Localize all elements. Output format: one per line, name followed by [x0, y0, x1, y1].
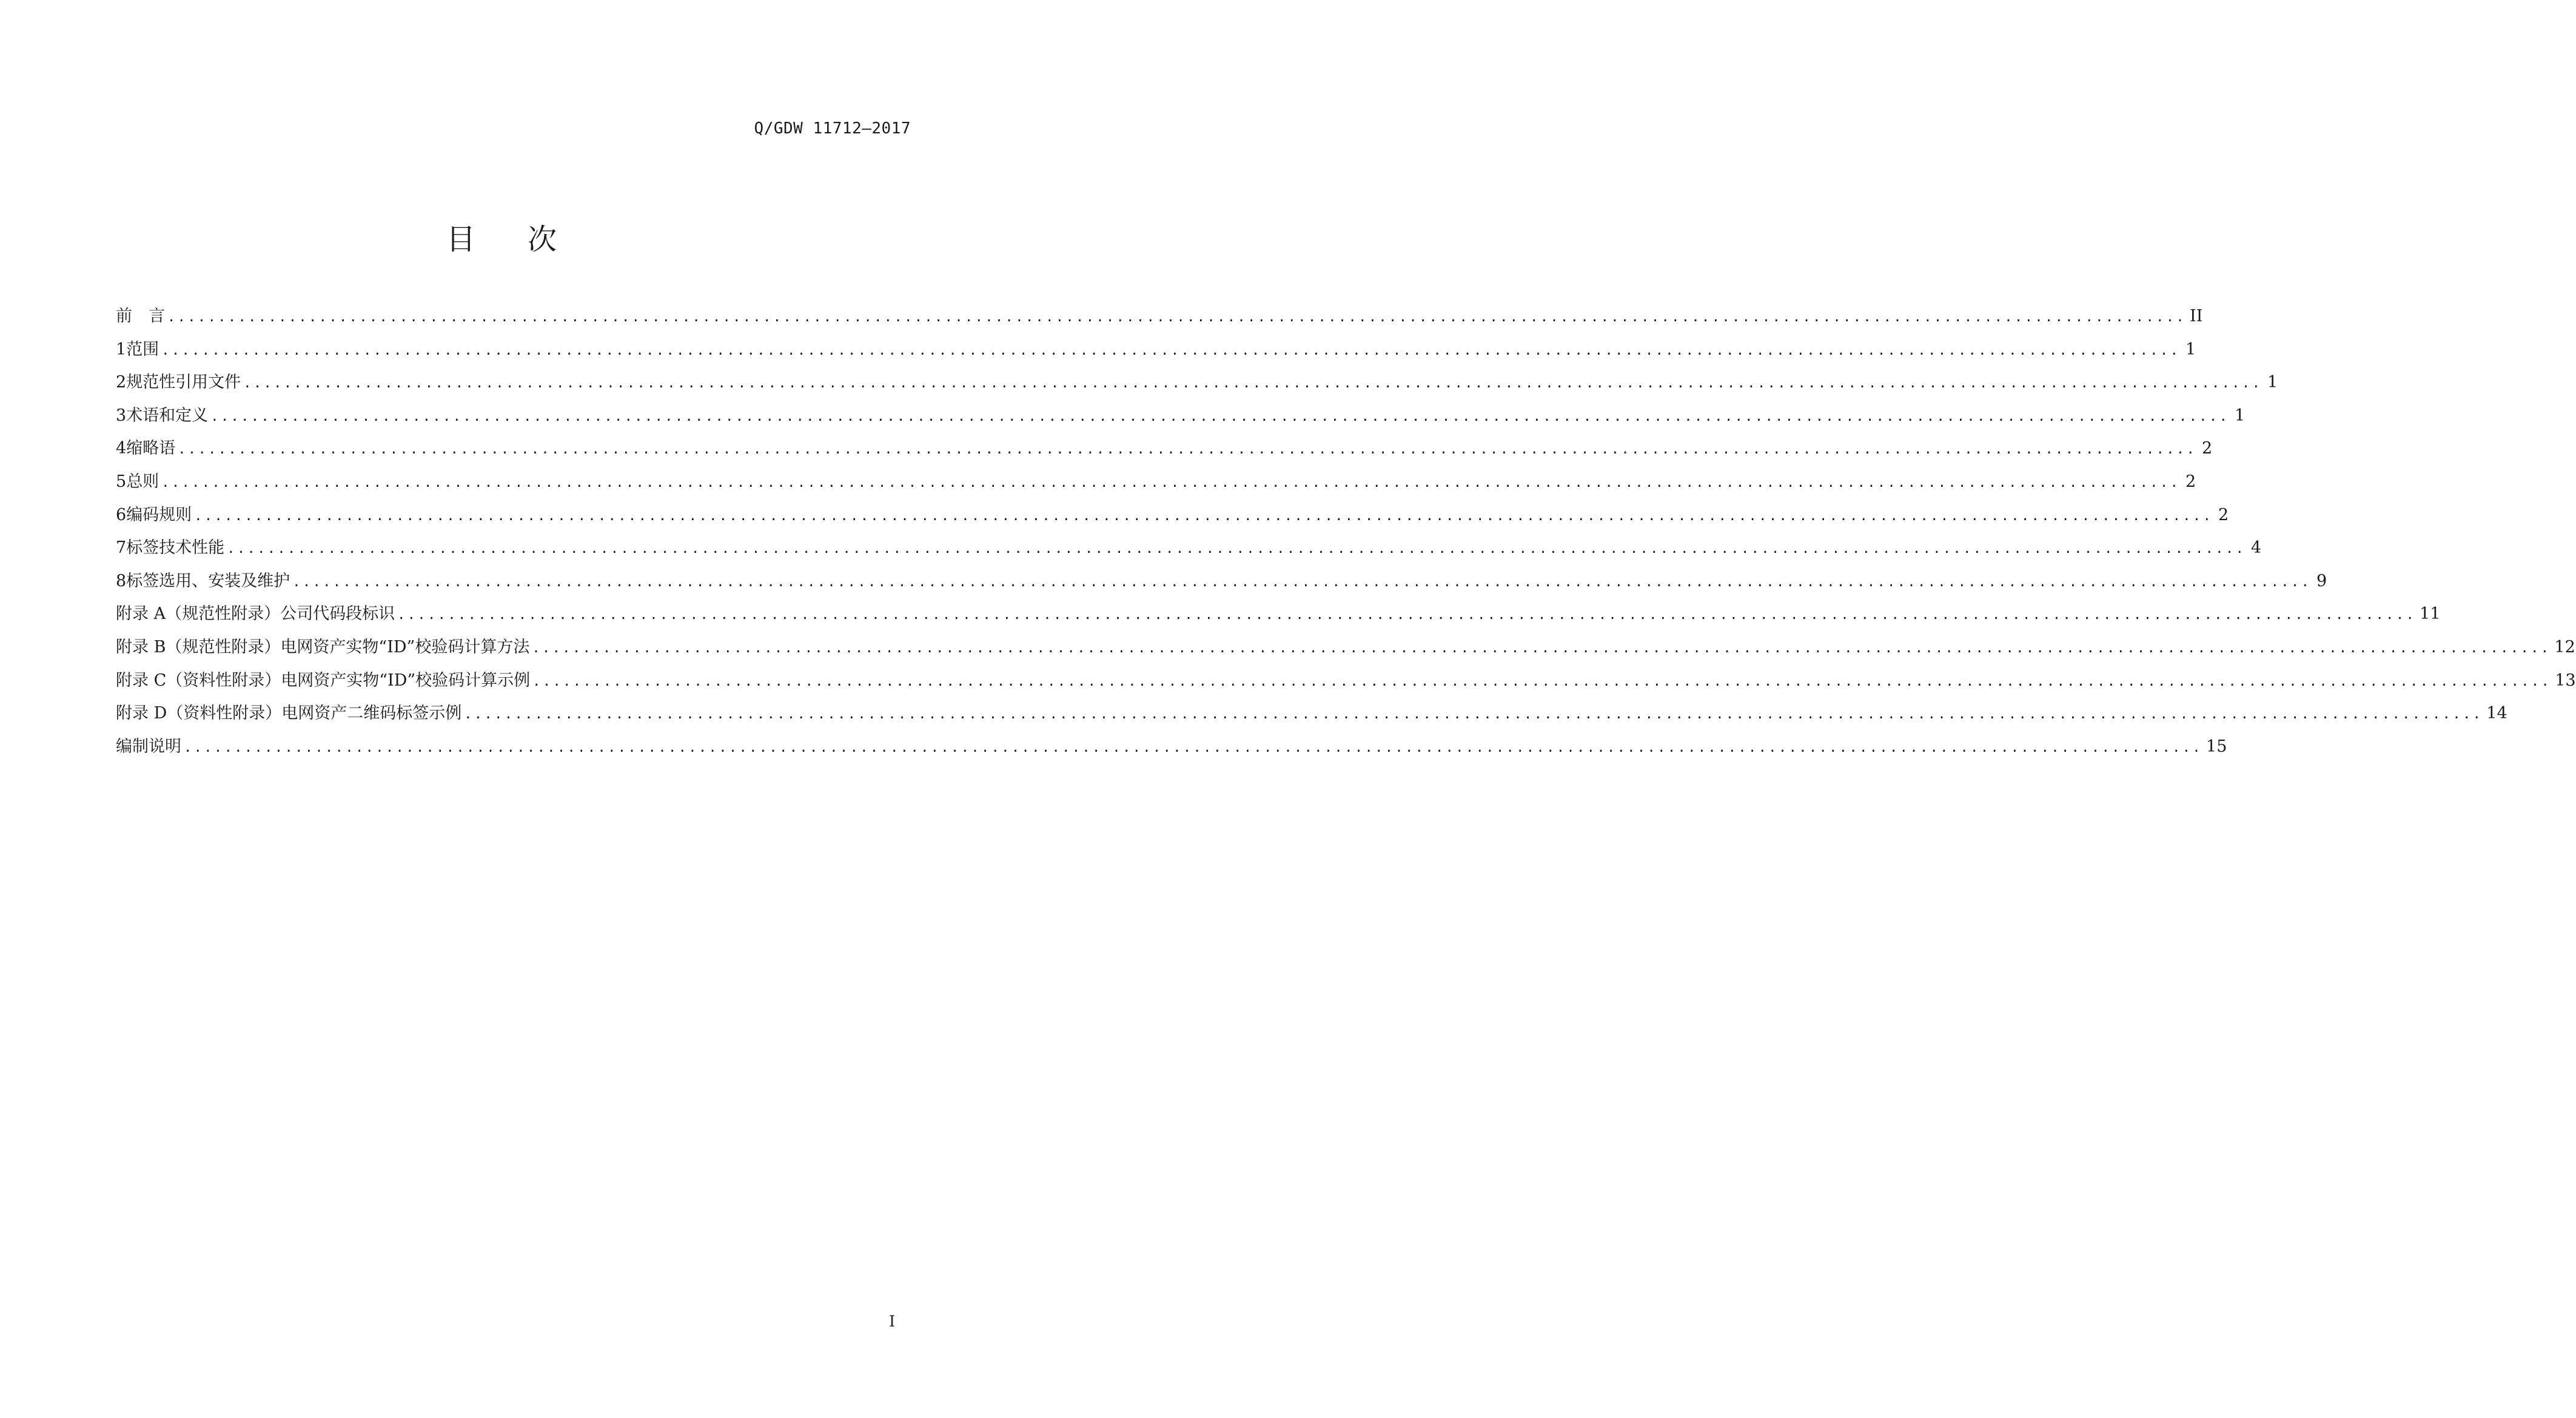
toc-entry-page: II	[2190, 307, 2203, 326]
toc-entry-page: 12	[2554, 637, 2575, 657]
toc-entry-page: 2	[2185, 472, 2196, 491]
toc-entry-sublabel: 电网资产实物“ID”校验码计算方法	[280, 637, 530, 657]
footer-page-number: I	[889, 1313, 895, 1330]
toc-entry[interactable]	[116, 300, 2203, 333]
toc-entry-label: 附录 B（规范性附录）	[116, 637, 281, 657]
toc-entry-label: 附录 C（资料性附录）	[116, 671, 281, 690]
toc-leader-dots: ........................................................................................................................................................................................................	[532, 640, 2551, 656]
toc-entry-number: 2	[116, 373, 127, 392]
toc-entry-label: 附录 D（资料性附录）	[116, 704, 282, 723]
toc-entry-page: 2	[2202, 439, 2213, 458]
toc-entry-number: 1	[116, 339, 127, 359]
toc-entry-page: 1	[2267, 373, 2278, 392]
toc-entry-label: 总则	[126, 472, 159, 491]
title-char-2: 次	[528, 222, 557, 256]
toc-entry-sublabel: 公司代码段标识	[280, 604, 395, 624]
toc-entry[interactable]	[116, 366, 2278, 400]
toc-entry[interactable]	[116, 432, 2213, 466]
toc-leader-dots: ........................................................................................................................................................................................................	[167, 310, 2187, 325]
toc-entry-label: 规范性引用文件	[126, 373, 241, 392]
toc-entry-label: 缩略语	[126, 439, 176, 458]
toc-entry-label: 标签技术性能	[126, 538, 225, 558]
toc-entry[interactable]	[116, 400, 2246, 433]
toc-entry-number: 5	[116, 472, 127, 491]
toc-entry-label: 术语和定义	[126, 406, 209, 425]
toc-entry-page: 1	[2235, 406, 2246, 425]
toc-leader-dots: ........................................................................................................................................................................................................	[227, 541, 2246, 557]
toc-entry[interactable]	[116, 466, 2196, 499]
toc-entry-label: 标签选用、安装及维护	[126, 571, 290, 590]
toc-entry[interactable]	[116, 499, 2229, 532]
toc-leader-dots: ........................................................................................................................................................................................................	[464, 707, 2483, 723]
toc-entry-number: 3	[116, 406, 127, 425]
toc-leader-dots: ........................................................................................................................................................................................................	[161, 475, 2181, 490]
toc-entry[interactable]	[116, 664, 2576, 698]
toc-entry[interactable]	[116, 731, 2227, 764]
toc-entry-page: 1	[2185, 339, 2196, 359]
toc-entry-page: 11	[2420, 604, 2441, 624]
toc-entry-number: 7	[116, 538, 127, 558]
toc-entry[interactable]	[116, 532, 2262, 565]
toc-leader-dots: ........................................................................................................................................................................................................	[184, 740, 2203, 755]
toc-entry-label: 编码规则	[126, 505, 192, 524]
toc-entry-number: 6	[116, 505, 127, 524]
toc-entry-number: 4	[116, 439, 127, 458]
table-of-contents	[116, 300, 2576, 763]
toc-entry-page: 2	[2218, 505, 2229, 524]
toc-entry-label: 范围	[126, 339, 159, 359]
toc-leader-dots: ........................................................................................................................................................................................................	[178, 442, 2197, 458]
page-title	[0, 216, 1003, 258]
toc-leader-dots: ........................................................................................................................................................................................................	[194, 508, 2213, 524]
toc-leader-dots: ........................................................................................................................................................................................................	[161, 343, 2181, 358]
toc-entry[interactable]	[116, 697, 2507, 731]
toc-leader-dots: ........................................................................................................................................................................................................	[532, 674, 2552, 689]
toc-leader-dots: ........................................................................................................................................................................................................	[243, 376, 2262, 392]
toc-entry-page: 4	[2251, 538, 2262, 558]
toc-entry[interactable]	[116, 598, 2441, 631]
toc-leader-dots: ........................................................................................................................................................................................................	[292, 574, 2312, 590]
toc-entry-page: 9	[2316, 571, 2327, 590]
toc-entry-label: 附录 A（规范性附录）	[116, 604, 281, 624]
toc-entry[interactable]	[116, 565, 2327, 598]
toc-entry-page: 13	[2555, 671, 2576, 690]
toc-entry[interactable]	[116, 631, 2575, 664]
toc-entry-page: 14	[2486, 704, 2507, 723]
toc-entry-page: 15	[2206, 737, 2227, 756]
standard-code: Q/GDW 11712—2017	[754, 119, 911, 138]
toc-entry-label: 前 言	[116, 307, 165, 326]
toc-entry[interactable]	[116, 333, 2196, 367]
toc-leader-dots: ........................................................................................................................................................................................................	[210, 409, 2230, 424]
title-char-1: 目	[446, 222, 475, 256]
toc-entry-sublabel: 电网资产二维码标签示例	[281, 704, 462, 723]
toc-entry-label: 编制说明	[116, 737, 181, 756]
toc-entry-number: 8	[116, 571, 127, 590]
toc-entry-sublabel: 电网资产实物“ID”校验码计算示例	[281, 671, 531, 690]
toc-leader-dots: ........................................................................................................................................................................................................	[397, 607, 2417, 623]
